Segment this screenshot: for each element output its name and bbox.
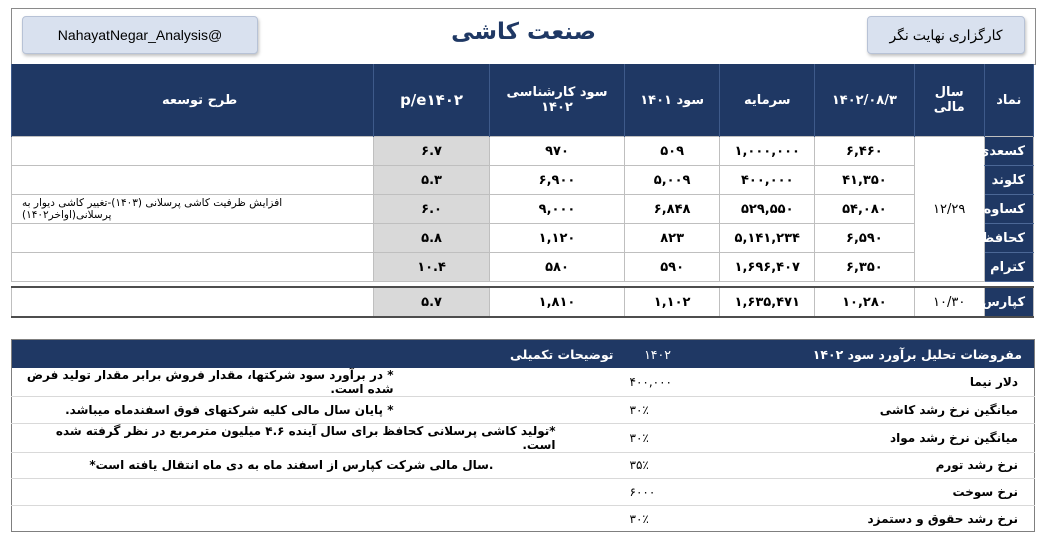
assumption-value: ۶۰۰۰ [624, 479, 692, 506]
profit-1402-cell: ۵۸۰ [490, 253, 625, 282]
symbol-cell: کلوند [984, 166, 1033, 195]
profit-1402-cell: ۹۷۰ [490, 137, 625, 166]
col-header-profit-1401: سود ۱۴۰۱ [624, 64, 720, 137]
price-cell: ۶,۳۵۰ [815, 253, 915, 282]
pe-cell: ۵.۳ [373, 166, 489, 195]
symbol-cell: کساوه [984, 195, 1033, 224]
assumption-value: ۳۰٪ [624, 397, 692, 424]
assumption-row [12, 368, 1035, 397]
assumptions-table [11, 339, 1035, 532]
symbol-cell: کسعدی [984, 137, 1033, 166]
fiscal-year-cell: ۱۰/۳۰ [914, 287, 984, 317]
broker-name: کارگزاری نهایت نگر [889, 26, 1003, 43]
price-cell: ۱۰,۲۸۰ [815, 287, 915, 317]
pe-cell: ۵.۸ [373, 224, 489, 253]
col-header-pe-1402: p/e۱۴۰۲ [373, 64, 489, 137]
price-cell: ۴۱,۳۵۰ [815, 166, 915, 195]
table-row [12, 287, 1034, 317]
assumption-label: نرخ رشد حقوق و دستمزد [867, 511, 1018, 526]
col-header-capital: سرمایه [720, 64, 815, 137]
pe-cell: ۱۰.۴ [373, 253, 489, 282]
plan-cell [12, 137, 374, 166]
fiscal-year-cell: ۱۲/۲۹ [914, 137, 984, 282]
symbol-cell: کترام [984, 253, 1033, 282]
table-row [12, 166, 1034, 195]
notes-header: توضیحات تکمیلی [12, 340, 624, 369]
col-header-expert-profit-1402: سود کارشناسی ۱۴۰۲ [490, 64, 625, 137]
broker-badge [867, 16, 1025, 54]
profit-1401-cell: ۵۹۰ [624, 253, 720, 282]
profit-1402-cell: ۹,۰۰۰ [490, 195, 625, 224]
col-header-plan: طرح توسعه [12, 64, 374, 137]
capital-cell: ۴۰۰,۰۰۰ [720, 166, 815, 195]
price-cell: ۶,۵۹۰ [815, 224, 915, 253]
plan-cell [12, 224, 374, 253]
assumption-label: نرخ رشد تورم [692, 452, 1035, 479]
pe-cell: ۵.۷ [373, 287, 489, 317]
profit-1402-cell: ۶,۹۰۰ [490, 166, 625, 195]
pe-cell: ۶.۷ [373, 137, 489, 166]
assumption-row [12, 479, 1035, 506]
assumption-note: * پایان سال مالی کلیه شرکتهای فوق اسفندماه میباشد. [12, 397, 624, 424]
channel-handle: NahayatNegar_Analysis@ [57, 27, 223, 43]
assumption-value: ۳۵٪ [624, 452, 692, 479]
capital-cell: ۱,۶۳۵,۴۷۱ [720, 287, 815, 317]
profit-1402-cell: ۱,۱۲۰ [490, 224, 625, 253]
col-header-fiscal-year: سال مالی [914, 64, 984, 137]
assumption-row [12, 505, 1035, 532]
profit-1401-cell: ۶,۸۴۸ [624, 195, 720, 224]
capital-cell: ۱,۶۹۶,۴۰۷ [720, 253, 815, 282]
profit-1401-cell: ۸۲۳ [624, 224, 720, 253]
price-cell: ۶,۴۶۰ [815, 137, 915, 166]
plan-cell [12, 253, 374, 282]
assumption-note: * در برآورد سود شرکتها، مقدار فروش برابر مقدار تولید فرض شده است. [12, 368, 624, 397]
table-row [12, 137, 1034, 166]
assumption-label: نرخ سوخت [692, 479, 1035, 506]
table-row [12, 224, 1034, 253]
assumption-value: ۳۰٪ [624, 423, 692, 452]
assumptions-header-row [12, 340, 1035, 369]
profit-1401-cell: ۵۰۹ [624, 137, 720, 166]
assumption-note: .سال مالی شرکت کپارس از اسفند ماه به دی ماه انتقال یافته است* [12, 452, 624, 479]
price-cell: ۵۴,۰۸۰ [815, 195, 915, 224]
assumption-row [12, 397, 1035, 424]
profit-1401-cell: ۵,۰۰۹ [624, 166, 720, 195]
symbol-cell: کپارس [984, 287, 1033, 317]
assumptions-year-header: ۱۴۰۲ [624, 340, 692, 369]
assumption-note: *تولید کاشی پرسلانی کحافظ برای سال آینده ۴.۶ میلیون مترمربع در نظر گرفته شده است. [12, 423, 624, 452]
table-header-row [12, 64, 1034, 137]
assumption-row [12, 452, 1035, 479]
assumption-value: ۳۰٪ [629, 511, 649, 526]
plan-cell [12, 166, 374, 195]
assumption-label: میانگین نرخ رشد مواد [692, 423, 1035, 452]
capital-cell: ۵۲۹,۵۵۰ [720, 195, 815, 224]
assumption-label: دلار نیما [692, 368, 1035, 397]
capital-cell: ۵,۱۴۱,۲۳۴ [720, 224, 815, 253]
symbol-cell: کحافظ [984, 224, 1033, 253]
capital-cell: ۱,۰۰۰,۰۰۰ [720, 137, 815, 166]
report-header [11, 8, 1036, 65]
assumption-label: میانگین نرخ رشد کاشی [692, 397, 1035, 424]
plan-cell [12, 287, 374, 317]
profit-1401-cell: ۱,۱۰۲ [624, 287, 720, 317]
col-header-price-date: ۱۴۰۲/۰۸/۳ [815, 64, 915, 137]
plan-cell: افزایش ظرفیت کاشی پرسلانی (۱۴۰۳)-تغییر کاشی دیوار به پرسلانی(اواخر۱۴۰۲) [12, 195, 374, 224]
assumption-value: ۴۰۰,۰۰۰ [624, 368, 692, 397]
assumptions-title: مفروضات تحلیل برآورد سود ۱۴۰۲ [692, 340, 1035, 369]
page-title: صنعت کاشی [451, 19, 596, 45]
pe-cell: ۶.۰ [373, 195, 489, 224]
table-row [12, 195, 1034, 224]
assumption-row [12, 423, 1035, 452]
assumption-note [12, 479, 624, 506]
companies-table [11, 64, 1034, 318]
assumption-note [12, 505, 624, 532]
profit-1402-cell: ۱,۸۱۰ [490, 287, 625, 317]
table-row [12, 253, 1034, 282]
col-header-symbol: نماد [984, 64, 1033, 137]
